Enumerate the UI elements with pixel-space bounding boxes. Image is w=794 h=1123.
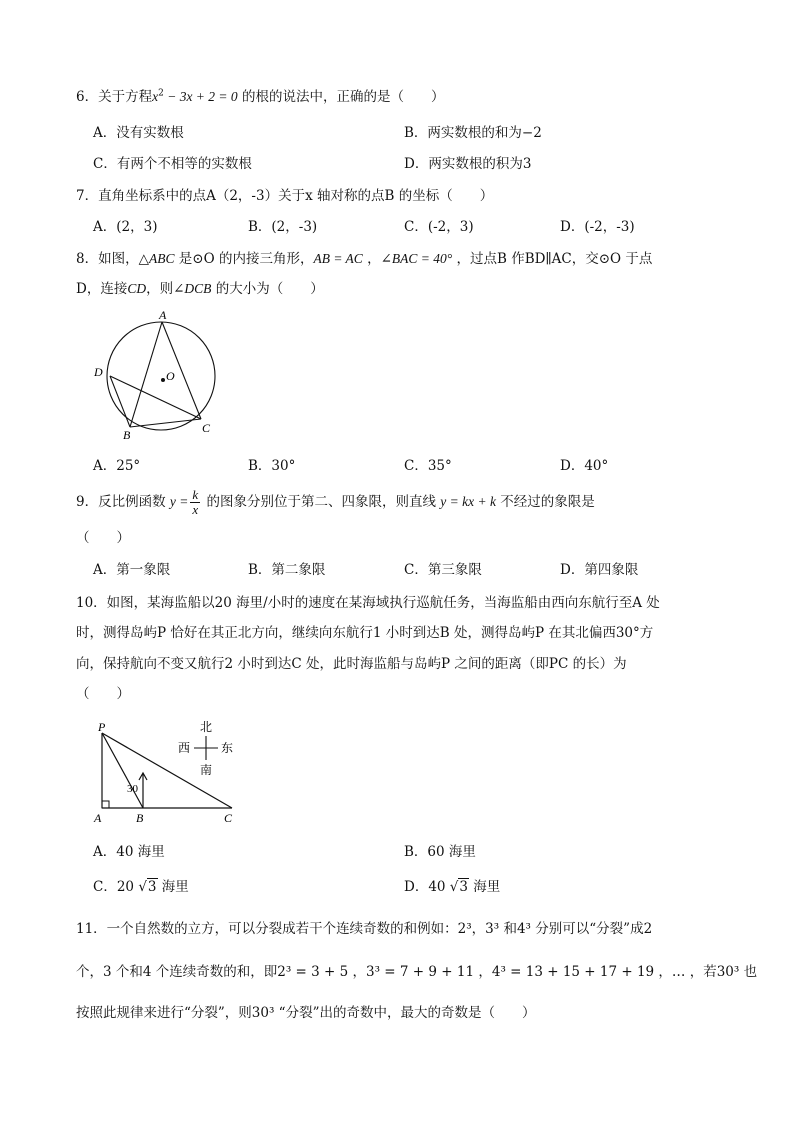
q6-option-a[interactable]: A．没有实数根 xyxy=(93,125,184,141)
q7-option-c[interactable]: C．(-2，3) xyxy=(404,219,474,235)
q8-text: 8．如图， xyxy=(76,251,139,267)
q10-option-b[interactable]: B．60 海里 xyxy=(404,844,476,860)
q7-option-d[interactable]: D．(-2，-3) xyxy=(560,219,635,235)
q6-option-b[interactable]: B．两实数根的和为−2 xyxy=(404,125,542,141)
q10-option-d[interactable] xyxy=(404,878,500,896)
label-p: P xyxy=(98,720,106,734)
right-angle-mark xyxy=(102,801,109,808)
q9-line-eq: y = kx + k xyxy=(440,494,496,509)
q8-text: ，则 xyxy=(146,281,174,297)
q8-text: 的大小为（ ） xyxy=(211,281,324,297)
q6-equation-rest: − 3x + 2 = 0 xyxy=(163,89,238,104)
q11-line2: 个，3 个和4 个连续奇数的和，即2³ = 3 + 5 ，3³ = 7 + 9 + 11 ，4³ = 13 + 15 + 17 + 19 ，… ，若30³ 也 xyxy=(76,964,758,980)
q9-frac-den: x xyxy=(192,502,199,517)
q8-dcb: ∠DCB xyxy=(173,281,212,296)
label-a: A xyxy=(94,811,102,825)
segment-ab xyxy=(130,322,162,427)
q6-option-d[interactable]: D．两实数根的积为3 xyxy=(404,156,532,172)
q8-stem-line2 xyxy=(76,280,324,298)
q8-cd: CD xyxy=(127,281,147,296)
q10-navigation-figure xyxy=(88,714,248,830)
q9-y-eq: y = xyxy=(169,494,189,509)
q7-stem: 7．直角坐标系中的点A（2，-3）关于x 轴对称的点B 的坐标（ ） xyxy=(76,188,494,204)
q8-triangle: △ABC xyxy=(138,251,175,266)
q10-option-c[interactable] xyxy=(93,878,189,896)
label-a: A xyxy=(159,308,167,322)
q8-text: ， xyxy=(362,251,381,267)
q9-frac-num: k xyxy=(192,487,199,502)
q9-option-d[interactable]: D．第四象限 xyxy=(560,562,639,578)
q8-option-d[interactable]: D．40° xyxy=(560,458,609,474)
q8-option-c[interactable]: C．35° xyxy=(404,458,452,474)
q10-option-c-prefix: C．20 xyxy=(93,879,139,895)
q9-text: 9．反比例函数 xyxy=(76,494,170,510)
q11-line1: 11．一个自然数的立方，可以分裂成若干个连续奇数的和例如：2³，3³ 和4³ 分别可以“分裂”成2 xyxy=(76,921,653,937)
segment-bc xyxy=(130,419,201,427)
q6-equation-x: x xyxy=(152,89,159,104)
q7-option-b[interactable]: B．(2，-3) xyxy=(248,219,318,235)
q9-text: 的图象分别位于第二、四象限，则直线 xyxy=(202,494,441,510)
q9-option-b[interactable]: B．第二象限 xyxy=(248,562,326,578)
q11-line3: 按照此规律来进行“分裂”，则30³ “分裂”出的奇数中，最大的奇数是（ ） xyxy=(76,1005,536,1021)
sqrt-symbol: √3 xyxy=(138,879,157,895)
q6-option-c[interactable]: C．有两个不相等的实数根 xyxy=(93,156,252,172)
compass-east: 东 xyxy=(221,741,234,755)
q6-stem-suffix: 的根的说法中，正确的是（ ） xyxy=(237,89,445,105)
q8-angle: ∠BAC = 40° xyxy=(380,251,453,266)
q9-text: 不经过的象限是 xyxy=(495,494,595,510)
q8-option-b[interactable]: B．30° xyxy=(248,458,296,474)
label-angle-30: 30 xyxy=(127,783,138,795)
label-c: C xyxy=(202,421,211,435)
compass-west: 西 xyxy=(178,741,191,755)
q8-text: D，连接 xyxy=(76,281,128,297)
label-c: C xyxy=(224,811,233,825)
q8-circle-figure xyxy=(88,306,228,446)
segment-cd xyxy=(110,376,201,419)
q9-option-c[interactable]: C．第三象限 xyxy=(404,562,482,578)
q10-option-a[interactable]: A．40 海里 xyxy=(93,844,165,860)
sqrt-symbol: √3 xyxy=(449,879,468,895)
q8-stem-line1 xyxy=(76,250,652,268)
q10-line2: 时，测得岛屿P 恰好在其正北方向，继续向东航行1 小时到达B 处，测得岛屿P 在其北偏西30°方 xyxy=(76,625,654,641)
q9-fraction xyxy=(190,488,200,517)
q10-option-c-suffix: 海里 xyxy=(157,879,189,895)
q8-text: 是⊙O 的内接三角形， xyxy=(174,251,314,267)
q10-paren: （ ） xyxy=(76,686,130,702)
q9-option-a[interactable]: A．第一象限 xyxy=(93,562,171,578)
q8-option-a[interactable]: A．25° xyxy=(93,458,141,474)
q10-option-c-root: 3 xyxy=(147,879,157,895)
q6-stem xyxy=(76,88,444,106)
compass-north: 北 xyxy=(200,720,213,734)
q6-stem-prefix: 6．关于方程 xyxy=(76,89,153,105)
q8-text: ，过点B 作BD∥AC，交⊙O 于点 xyxy=(452,251,653,267)
label-d: D xyxy=(94,365,103,379)
q10-option-d-suffix: 海里 xyxy=(469,879,501,895)
q10-line3: 向，保持航向不变又航行2 小时到达C 处，此时海监船与岛屿P 之间的距离（即PC 的长）为 xyxy=(76,656,627,672)
center-point-o xyxy=(161,378,165,382)
q7-option-a[interactable]: A．(2，3) xyxy=(93,219,158,235)
q9-stem xyxy=(76,485,595,519)
q10-option-d-prefix: D．40 xyxy=(404,879,450,895)
q9-paren: （ ） xyxy=(76,530,130,546)
q10-line1: 10．如图，某海监船以20 海里/小时的速度在某海域执行巡航任务，当海监船由西向东航行至A 处 xyxy=(76,595,660,611)
q10-option-d-root: 3 xyxy=(459,879,468,895)
label-o: O xyxy=(166,369,175,383)
compass-south: 南 xyxy=(200,763,213,777)
q8-ab-ac: AB = AC xyxy=(313,251,363,266)
label-b: B xyxy=(136,811,144,825)
q6-exponent: 2 xyxy=(158,88,164,99)
label-b: B xyxy=(123,428,131,442)
segment-pc xyxy=(102,733,232,808)
